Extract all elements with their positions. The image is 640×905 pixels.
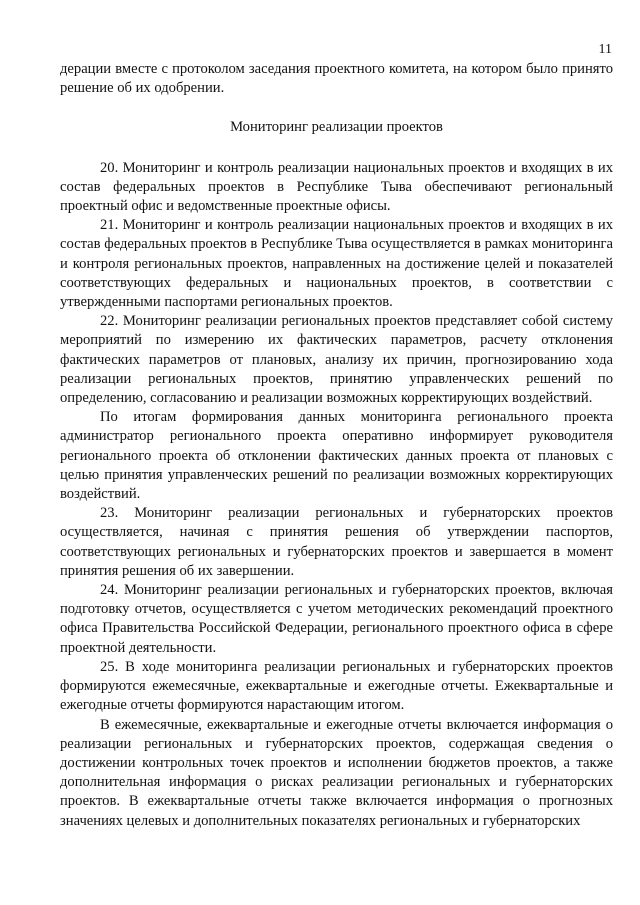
section-heading: Мониторинг реализации проектов [230, 119, 443, 136]
intro-paragraph: дерации вместе с протоколом заседания проектного комитета, на котором было принято решение об их одобрении. [60, 61, 613, 97]
page-content [60, 60, 613, 831]
paragraph-24: 24. Мониторинг реализации региональных и губернаторских проектов, включая подготовку отчетов, осуществляется с учетом методических рекомендаций проектного офиса Правительства Российской Федерации, регионального проектного офиса в сфере проектной деятельности. [60, 582, 613, 656]
paragraph-23: 23. Мониторинг реализации региональных и губернаторских проектов осуществляется, начиная с принятия решения об утверждении паспортов, соответствующих региональных и губернаторских проектов и завершается в момент принятия решения об их завершении. [60, 505, 613, 579]
page-number: 11 [598, 42, 612, 57]
paragraph-monitoring-results: По итогам формирования данных мониторинга регионального проекта администратор регионального проекта оперативно информирует руководителя регионального проекта об отклонении фактических данных проекта от плановых с целью принятия управленческих решений по реализации возможных корректирующих воздействий. [60, 409, 613, 503]
paragraph-25: 25. В ходе мониторинга реализации региональных и губернаторских проектов формируются ежемесячные, ежеквартальные и ежегодные отчеты. Ежеквартальные и ежегодные отчеты формируются нарастающим итогом. [60, 658, 613, 714]
paragraph-22: 22. Мониторинг реализации региональных проектов представляет собой систему мероприятий по измерению их фактических параметров, расчету отклонения фактических параметров от плановых, анализу их причин, прогнозированию хода реализации региональных проектов, принятию управленческих решений по определению, согласованию и реализации возможных корректирующих воздействий. [60, 313, 613, 407]
paragraph-21: 21. Мониторинг и контроль реализации национальных проектов и входящих в их состав федеральных проектов в Республике Тыва осуществляется в рамках мониторинга и контроля региональных проектов, направленных на достижение целей и показателей соответствующих федеральных и национальных проектов, в соответствии с утвержденными паспортами региональных проектов. [60, 217, 613, 311]
paragraph-reports-content: В ежемесячные, ежеквартальные и ежегодные отчеты включается информация о реализации региональных и губернаторских проектов, содержащая сведения о достижении контрольных точек проектов и исполнении бюджетов проектов, а также дополнительная информация о рисках реализации региональных и губернаторских проектов. В ежеквартальные отчеты также включается информация о прогнозных значениях целевых и дополнительных показателях региональных и губернаторских [60, 716, 613, 829]
paragraph-20: 20. Мониторинг и контроль реализации национальных проектов и входящих в их состав федеральных проектов в Республике Тыва обеспечивают региональный проектный офис и ведомственные проектные офисы. [60, 159, 613, 215]
